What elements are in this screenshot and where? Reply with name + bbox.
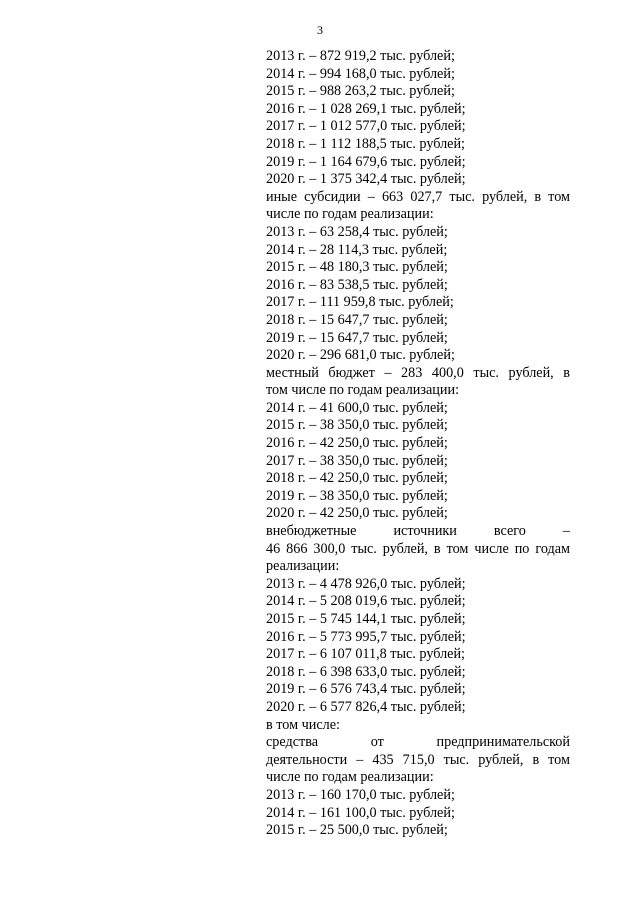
text-line: 2017 г. – 111 959,8 тыс. рублей;: [266, 294, 454, 311]
text-line: местный бюджет – 283 400,0 тыс. рублей, в: [266, 364, 570, 381]
text-line: средства от предпринимательской: [266, 734, 570, 751]
text-line: 2016 г. – 42 250,0 тыс. рублей;: [266, 435, 448, 452]
text-line: в том числе:: [266, 716, 340, 733]
text-line: 2018 г. – 6 398 633,0 тыс. рублей;: [266, 663, 466, 680]
text-line: 2016 г. – 1 028 269,1 тыс. рублей;: [266, 100, 466, 117]
text-line: 2015 г. – 38 350,0 тыс. рублей;: [266, 417, 448, 434]
text-line: 2017 г. – 6 107 011,8 тыс. рублей;: [266, 646, 465, 663]
text-line: 2017 г. – 38 350,0 тыс. рублей;: [266, 452, 448, 469]
text-line: деятельности – 435 715,0 тыс. рублей, в том: [266, 751, 570, 768]
text-line: 2013 г. – 872 919,2 тыс. рублей;: [266, 48, 455, 64]
text-line: 2013 г. – 160 170,0 тыс. рублей;: [266, 786, 455, 803]
text-line: 2014 г. – 994 168,0 тыс. рублей;: [266, 65, 455, 82]
text-line: иные субсидии – 663 027,7 тыс. рублей, в том: [266, 188, 570, 205]
text-line: 2015 г. – 988 263,2 тыс. рублей;: [266, 83, 455, 100]
text-line: 2019 г. – 6 576 743,4 тыс. рублей;: [266, 681, 466, 698]
text-line: 2019 г. – 38 350,0 тыс. рублей;: [266, 487, 448, 504]
text-line: 2014 г. – 161 100,0 тыс. рублей;: [266, 804, 455, 821]
text-line: 2015 г. – 48 180,3 тыс. рублей;: [266, 259, 448, 276]
text-line: 2013 г. – 63 258,4 тыс. рублей;: [266, 223, 448, 240]
text-line: 2018 г. – 42 250,0 тыс. рублей;: [266, 470, 448, 487]
text-line: реализации:: [266, 558, 340, 575]
text-line: числе по годам реализации:: [266, 206, 434, 223]
text-line: 2020 г. – 42 250,0 тыс. рублей;: [266, 505, 448, 522]
text-line: 2016 г. – 83 538,5 тыс. рублей;: [266, 276, 448, 293]
text-line: 2015 г. – 5 745 144,1 тыс. рублей;: [266, 611, 466, 627]
text-line: 2013 г. – 4 478 926,0 тыс. рублей;: [266, 575, 466, 592]
text-line: 2020 г. – 6 577 826,4 тыс. рублей;: [266, 698, 466, 715]
text-line: 2019 г. – 1 164 679,6 тыс. рублей;: [266, 153, 466, 170]
text-line: 2018 г. – 1 112 188,5 тыс. рублей;: [266, 135, 465, 152]
text-line: 2014 г. – 28 114,3 тыс. рублей;: [266, 241, 448, 258]
text-line: 2014 г. – 41 600,0 тыс. рублей;: [266, 399, 448, 416]
text-line: 2014 г. – 5 208 019,6 тыс. рублей;: [266, 593, 466, 610]
text-line: 2018 г. – 15 647,7 тыс. рублей;: [266, 311, 448, 328]
text-line: 2016 г. – 5 773 995,7 тыс. рублей;: [266, 628, 466, 645]
text-line: 2015 г. – 25 500,0 тыс. рублей;: [266, 822, 448, 839]
text-line: 2020 г. – 1 375 342,4 тыс. рублей;: [266, 171, 466, 188]
text-line: том числе по годам реализации:: [266, 382, 460, 399]
text-line: внебюджетные источники всего –: [266, 523, 570, 540]
text-line: числе по годам реализации:: [266, 769, 434, 786]
text-line: 2019 г. – 15 647,7 тыс. рублей;: [266, 329, 448, 346]
text-line: 2017 г. – 1 012 577,0 тыс. рублей;: [266, 118, 466, 135]
page-number: 3: [317, 23, 323, 37]
document-body: [266, 48, 570, 840]
text-line: 46 866 300,0 тыс. рублей, в том числе по годам: [266, 540, 570, 557]
text-line: 2020 г. – 296 681,0 тыс. рублей;: [266, 347, 455, 364]
